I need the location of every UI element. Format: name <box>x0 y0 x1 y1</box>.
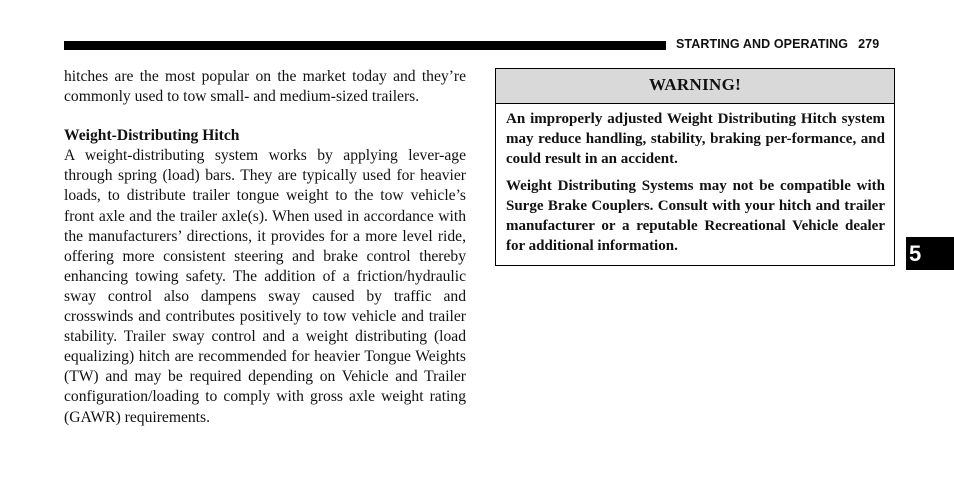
warning-title: WARNING! <box>496 69 894 104</box>
warning-paragraph: Weight Distributing Systems may not be compatible with Surge Brake Couplers. Consult with your hitch and trailer manufacturer or a reputable Recreational Vehicle dealer for additional information. <box>506 177 885 255</box>
left-column <box>64 67 466 428</box>
header-rule <box>64 41 666 50</box>
section-title: STARTING AND OPERATING <box>676 37 849 51</box>
warning-paragraph: An improperly adjusted Weight Distributing Hitch system may reduce handling, stability, braking per-formance, and could result in an accident. <box>506 111 885 168</box>
warning-box <box>495 68 895 266</box>
chapter-tab: 5 <box>906 237 954 270</box>
intro-paragraph: hitches are the most popular on the market today and they’re commonly used to tow small- and medium-sized trailers. <box>64 68 466 106</box>
warning-body <box>496 104 894 256</box>
page-number: 279 <box>858 37 880 51</box>
body-paragraph: A weight-distributing system works by applying lever-age through spring (load) bars. They are typically used for heavier loads, to distribute trailer tongue weight to the tow vehicle’s front axle and the trailer axle(s). When used in accordance with the manufacturers’ directions, it provides for a more level ride, offering more consistent steering and brake control thereby enhancing towing safety. The addition of a friction/hydraulic sway control also dampens sway caused by traffic and crosswinds and contributes positively to tow vehicle and trailer stability. Trailer sway control and a weight distributing (load equalizing) hitch are recommended for heavier Tongue Weights (TW) and may be required depending on Vehicle and Trailer configuration/loading to comply with gross axle weight rating (GAWR) requirements. <box>64 147 466 426</box>
running-header <box>676 37 906 51</box>
section-subheading: Weight-Distributing Hitch <box>64 127 240 145</box>
